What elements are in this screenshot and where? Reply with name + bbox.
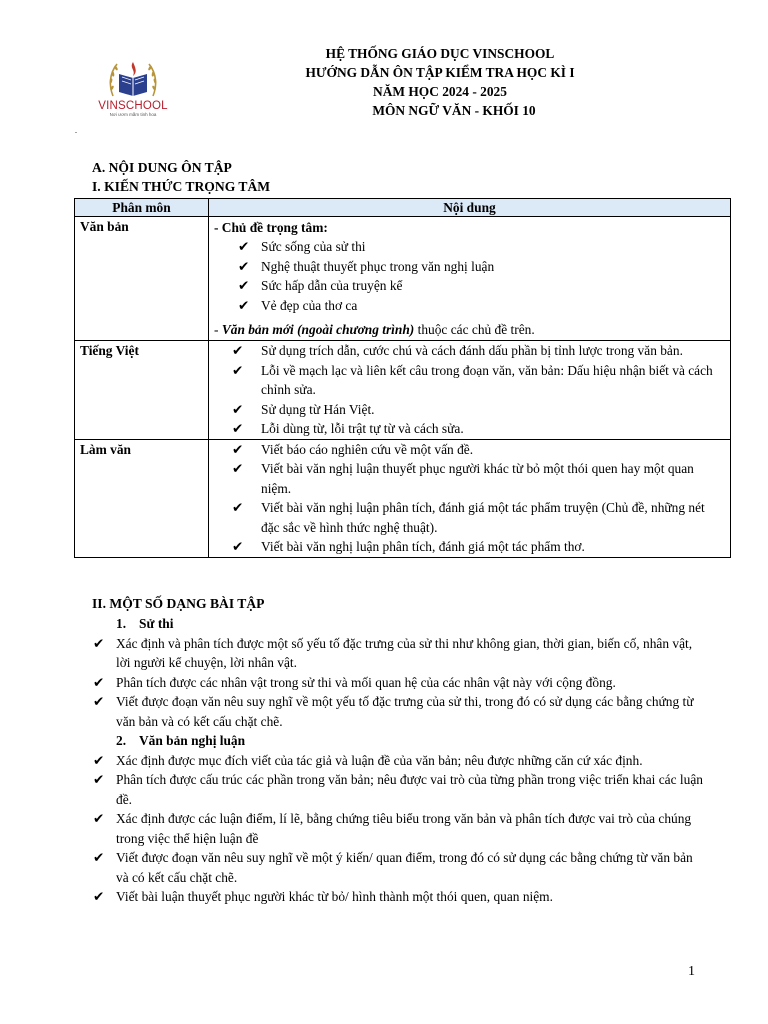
checkmark-icon: ✔ [238, 297, 250, 313]
content-cell [209, 439, 731, 557]
logo-brand: VINSCHOOL [98, 100, 168, 112]
checkmark-icon: ✔ [93, 694, 105, 709]
list-item: ✔ Viết được đoạn văn nêu suy nghĩ về một yếu tố đặc trưng của sử thi, trong đó có sử dụng các bằng chứng từ văn bản và có kết cấu chặt chẽ. [93, 694, 694, 729]
list-item: ✔ Sử dụng trích dẫn, cước chú và cách đánh dấu phần bị tỉnh lược trong văn bản. [214, 341, 725, 361]
content-cell [209, 341, 731, 440]
list-item: ✔ Vẻ đẹp của thơ ca [214, 296, 725, 316]
document-header [280, 44, 600, 120]
checkmark-icon: ✔ [238, 258, 250, 274]
header-line-4: MÔN NGỮ VĂN - KHỐI 10 [372, 103, 536, 118]
header-line-3: NĂM HỌC 2024 - 2025 [373, 84, 507, 99]
topic-list [214, 237, 725, 315]
stray-dot: . [75, 126, 77, 135]
list-item: ✔ Xác định được mục đích viết của tác giả và luận đề của văn bản; nêu được những căn cứ xác định. [93, 751, 706, 771]
checkmark-icon: ✔ [93, 889, 105, 904]
list-item: ✔ Phân tích được cấu trúc các phần trong văn bản; nêu được vai trò của từng phần trong việc triển khai các luận đề. [93, 772, 703, 807]
focus-topic-title: - Chủ đề trọng tâm: [214, 220, 328, 235]
checkmark-icon: ✔ [93, 674, 105, 690]
section-a-heading: A. NỘI DUNG ÔN TẬP [92, 160, 232, 175]
list-item: ✔ Phân tích được các nhân vật trong sử thi và mối quan hệ của các nhân vật này với cộng đồng. [93, 673, 706, 693]
book-emblem-icon [103, 56, 163, 100]
list-item: ✔ Xác định được các luận điểm, lí lẽ, bằng chứng tiêu biểu trong văn bản và phân tích được vai trò của chúng trong việc thể hiện luận đề [93, 811, 692, 846]
table-header-subject: Phân môn [75, 199, 209, 217]
checkmark-icon: ✔ [232, 362, 244, 378]
list-item: ✔ Viết bài luận thuyết phục người khác từ bỏ/ hình thành một thói quen, quan niệm. [93, 887, 706, 907]
new-text-note: - Văn bản mới (ngoài chương trình) thuộc các chủ đề trên. [214, 322, 535, 337]
checkmark-icon: ✔ [232, 441, 244, 457]
subject-cell: Làm văn [75, 439, 209, 557]
key-knowledge-table [74, 198, 731, 558]
checkmark-icon: ✔ [238, 239, 250, 254]
checkmark-icon: ✔ [232, 421, 244, 436]
topic-list [214, 440, 725, 557]
part-2-list [93, 751, 706, 907]
list-item: ✔ Sức sống của sử thi [214, 237, 725, 257]
checkmark-icon: ✔ [93, 752, 105, 768]
vinschool-logo [92, 56, 174, 122]
list-item: ✔ Nghệ thuật thuyết phục trong văn nghị luận [214, 257, 725, 277]
list-item: ✔ Lỗi về mạch lạc và liên kết câu trong đoạn văn, văn bản: Dấu hiệu nhận biết và cách chỉnh sửa. [232, 362, 713, 397]
exercise-types [93, 614, 706, 907]
content-cell [209, 217, 731, 341]
checkmark-icon: ✔ [232, 461, 244, 476]
checkmark-icon: ✔ [93, 635, 105, 651]
table-row [75, 341, 731, 440]
header-line-2: HƯỚNG DẪN ÔN TẬP KIỂM TRA HỌC KÌ I [305, 65, 575, 80]
part-1-heading: 1. Sử thi [116, 616, 174, 631]
checkmark-icon: ✔ [93, 772, 105, 787]
part-1-list [93, 634, 706, 732]
list-item: ✔ Viết bài văn nghị luận thuyết phục người khác từ bỏ một thói quen hay một quan niệm. [232, 461, 694, 496]
list-item: ✔ Sử dụng từ Hán Việt. [214, 400, 725, 420]
list-item: ✔ Viết báo cáo nghiên cứu về một vấn đề. [214, 440, 725, 460]
part-2-heading: 2. Văn bản nghị luận [116, 733, 246, 748]
section-ii-heading: II. MỘT SỐ DẠNG BÀI TẬP [92, 596, 265, 611]
logo-slogan: Nơi ươm mầm tinh hoa [109, 112, 157, 117]
table-row [75, 217, 731, 341]
page-number: 1 [688, 964, 695, 979]
subject-cell: Văn bản [75, 217, 209, 341]
checkmark-icon: ✔ [232, 401, 244, 417]
list-item: ✔ Viết được đoạn văn nêu suy nghĩ về một ý kiến/ quan điểm, trong đó có sử dụng các bằng chứng từ văn bản và có kết cấu chặt chẽ. [93, 850, 693, 885]
list-item: ✔ Viết bài văn nghị luận phân tích, đánh giá một tác phẩm truyện (Chủ đề, những nét đặc sắc về hình thức nghệ thuật). [232, 500, 705, 535]
checkmark-icon: ✔ [232, 500, 244, 515]
list-item: ✔ Lỗi dùng từ, lỗi trật tự từ và cách sửa. [214, 419, 725, 439]
section-i-heading: I. KIẾN THỨC TRỌNG TÂM [92, 179, 271, 194]
table-header-content: Nội dung [209, 199, 731, 217]
list-item: ✔ Viết bài văn nghị luận phân tích, đánh giá một tác phẩm thơ. [214, 537, 725, 557]
header-line-1: HỆ THỐNG GIÁO DỤC VINSCHOOL [325, 46, 555, 61]
topic-list [214, 341, 725, 439]
checkmark-icon: ✔ [238, 278, 250, 293]
list-item: ✔ Sức hấp dẫn của truyện kể [214, 276, 725, 296]
checkmark-icon: ✔ [93, 850, 105, 865]
checkmark-icon: ✔ [232, 539, 244, 554]
checkmark-icon: ✔ [93, 811, 105, 826]
table-row [75, 439, 731, 557]
subject-cell: Tiếng Việt [75, 341, 209, 440]
checkmark-icon: ✔ [232, 343, 244, 358]
list-item: ✔ Xác định và phân tích được một số yếu tố đặc trưng của sử thi như không gian, thời gian, biến cố, nhân vật, lời người kể chuyện, lời nhân vật. [93, 635, 693, 670]
table-header-row [75, 199, 731, 217]
